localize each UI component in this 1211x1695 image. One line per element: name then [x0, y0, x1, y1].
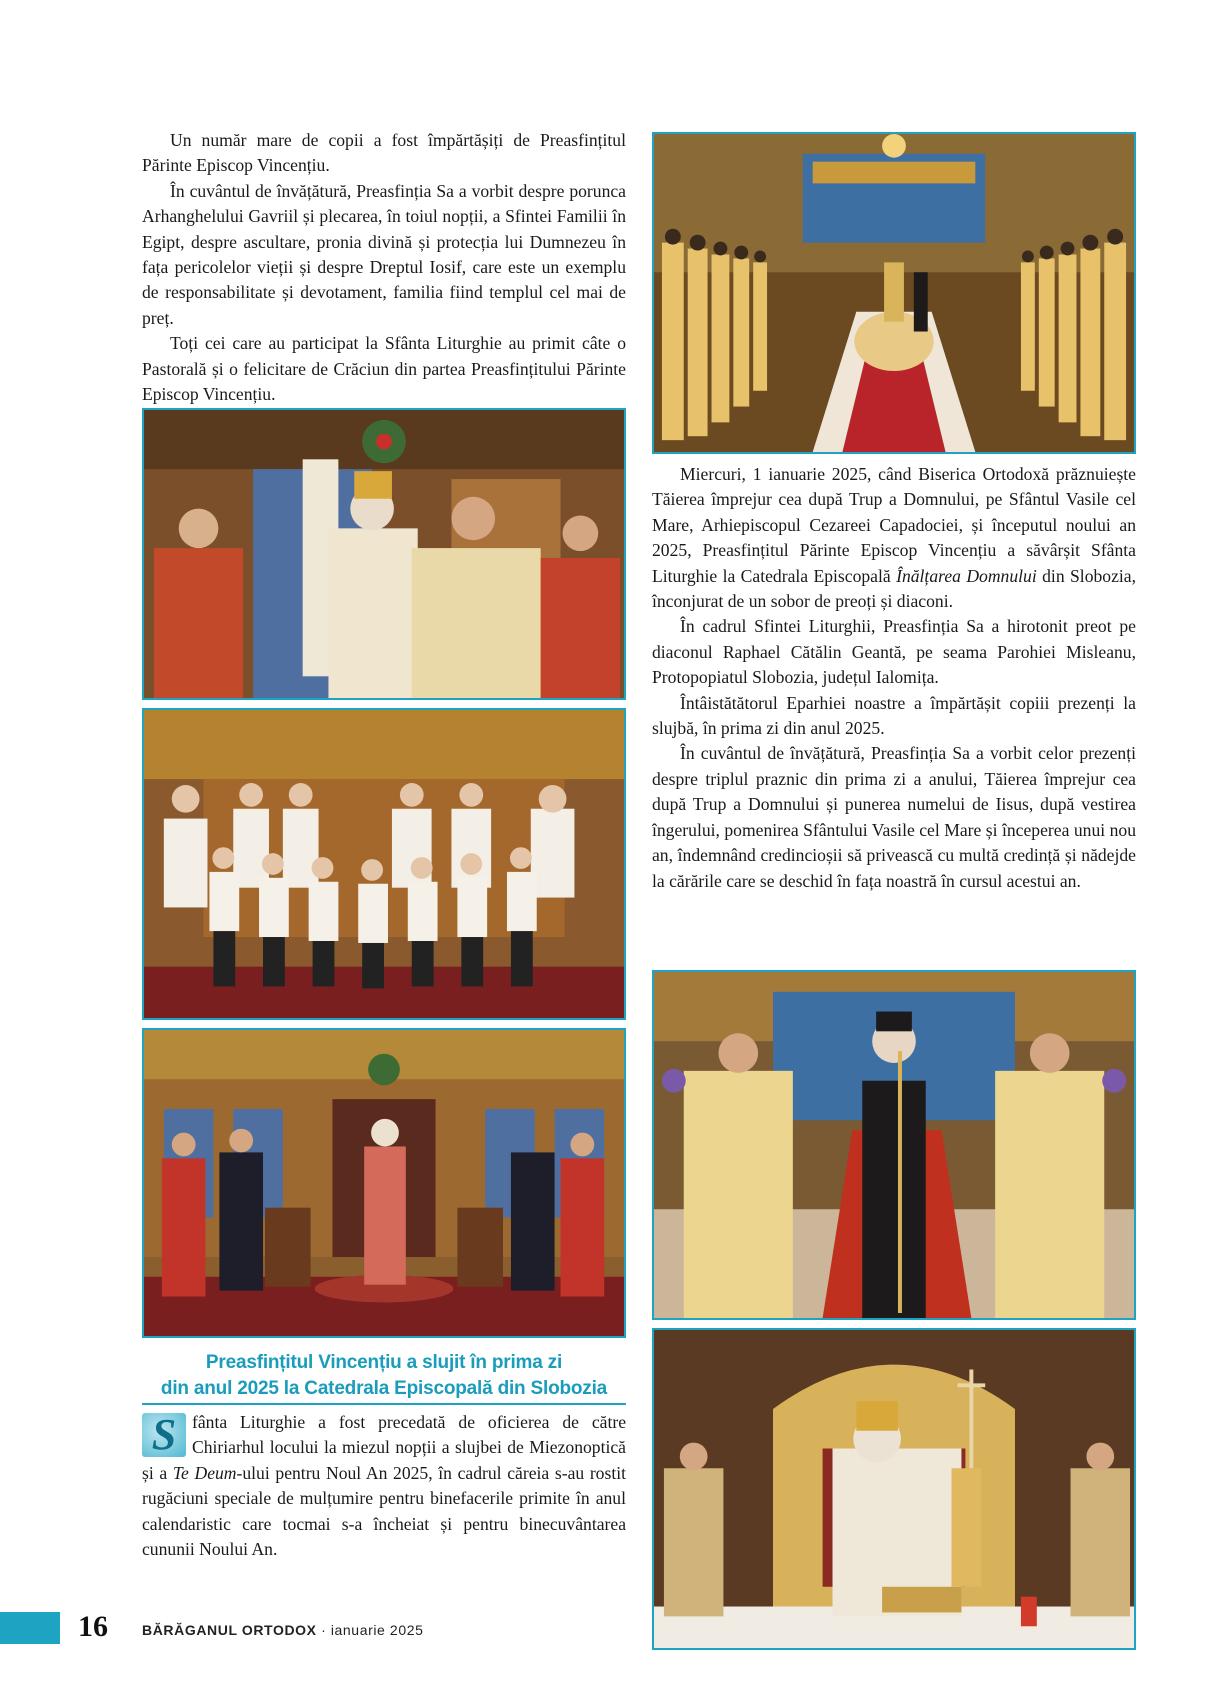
paragraph: Un număr mare de copii a fost împărtășiți de Preasfințitul Părinte Episcop Vincențiu.: [142, 130, 626, 176]
footer-masthead: [142, 1622, 423, 1638]
page-number: 16: [78, 1610, 108, 1643]
te-deum-text: Te Deum: [172, 1462, 237, 1483]
paragraph: Miercuri, 1 ianuarie 2025, când Biserica Ortodoxă prăznuiește Tăierea împrejur cea după Trup a Domnului, pe Sfântul Vasile cel Mare, Arhiepiscopul Cezareei Capadociei, și începutul noului an 2025, Preasfințitul Părinte Episcop Vincențiu a săvârșit Sfânta Liturghie la Catedrala Episcopală Înălțarea Domnului din Slobozia, înconjurat de un sobor de preoți și diaconi.: [652, 464, 1136, 612]
photo-bishop-reading: [142, 408, 626, 700]
dropcap-letter: S: [142, 1413, 186, 1457]
headline-line-1: Preasfințitul Vincențiu a slujit în prima zi: [205, 1352, 563, 1373]
photo-children-choir: [142, 708, 626, 1020]
footer-accent-bar: [0, 1612, 60, 1644]
headline-line-2: din anul 2025 la Catedrala Episcopală din Slobozia: [160, 1378, 608, 1399]
left-column-article: [142, 1410, 626, 1562]
photo-bishop-with-priests: [652, 970, 1136, 1320]
paragraph: În cuvântul de învățătură, Preasfinția Sa a vorbit celor prezenți despre triplul praznic din prima zi a anului, Tăierea împrejur cea după Trup a Domnului și punerea numelui de Iisus, după vestirea îngerului, pomenirea Sfântului Vasile cel Mare și începerea unui nou an, îndemnând credincioșii să privească cu multă credință și nădejde la cărările care se deschid în fața noastră în cursul acestui an.: [652, 743, 1136, 891]
photo-cathedral-procession: [652, 132, 1136, 454]
footer-separator: ·: [316, 1622, 331, 1638]
issue-date: ianuarie 2025: [330, 1622, 424, 1638]
paragraph: S fânta Liturghie a fost precedată de oficierea de către Chiriarhul locului la miezul nopții a slujbei de Miezonoptică și a Te Deum-ului pentru Noul An 2025, în cadrul căreia s-au rostit rugăciuni speciale de mulțumire pentru binefacerile primite în anul calendaristic care tocmai s-a încheiat și pentru binecuvântarea cununii Noului An.: [142, 1410, 626, 1560]
paragraph: În cadrul Sfintei Liturghii, Preasfinția Sa a hirotonit preot pe diaconul Raphael Cătălin Geantă, pe seama Parohiei Misleanu, Protopopiatul Slobozia, județul Ialomița.: [652, 616, 1136, 688]
paragraph: În cuvântul de învățătură, Preasfinția Sa a vorbit despre porunca Arhanghelului Gavriil și plecarea, în toiul nopții, a Sfintei Familii în Egipt, despre ascultare, pronia divină și protecția lui Dumnezeu în fața pericolelor vieții și despre Dreptul Iosif, care este un exemplu de responsabilitate și devotament, familia fiind templul cel mai de preț.: [142, 180, 626, 328]
left-column-intro: [142, 128, 626, 407]
cathedral-name: Înălțarea Domnului: [896, 565, 1037, 586]
photo-bishop-preaching: [142, 1028, 626, 1338]
article-headline: [142, 1350, 626, 1402]
magazine-name: BĂRĂGANUL ORTODOX: [142, 1622, 317, 1638]
right-column-text: [652, 462, 1136, 894]
paragraph: Întâistătătorul Eparhiei noastre a împărtășit copiii prezenți la slujbă, în prima zi din anul 2025.: [652, 692, 1136, 739]
photo-bishop-at-altar: [652, 1328, 1136, 1650]
headline-rule: [142, 1403, 626, 1405]
paragraph: Toți cei care au participat la Sfânta Liturghie au primit câte o Pastorală și o felicitare de Crăciun din partea Preasfințitului Părinte Episcop Vincențiu.: [142, 333, 626, 405]
